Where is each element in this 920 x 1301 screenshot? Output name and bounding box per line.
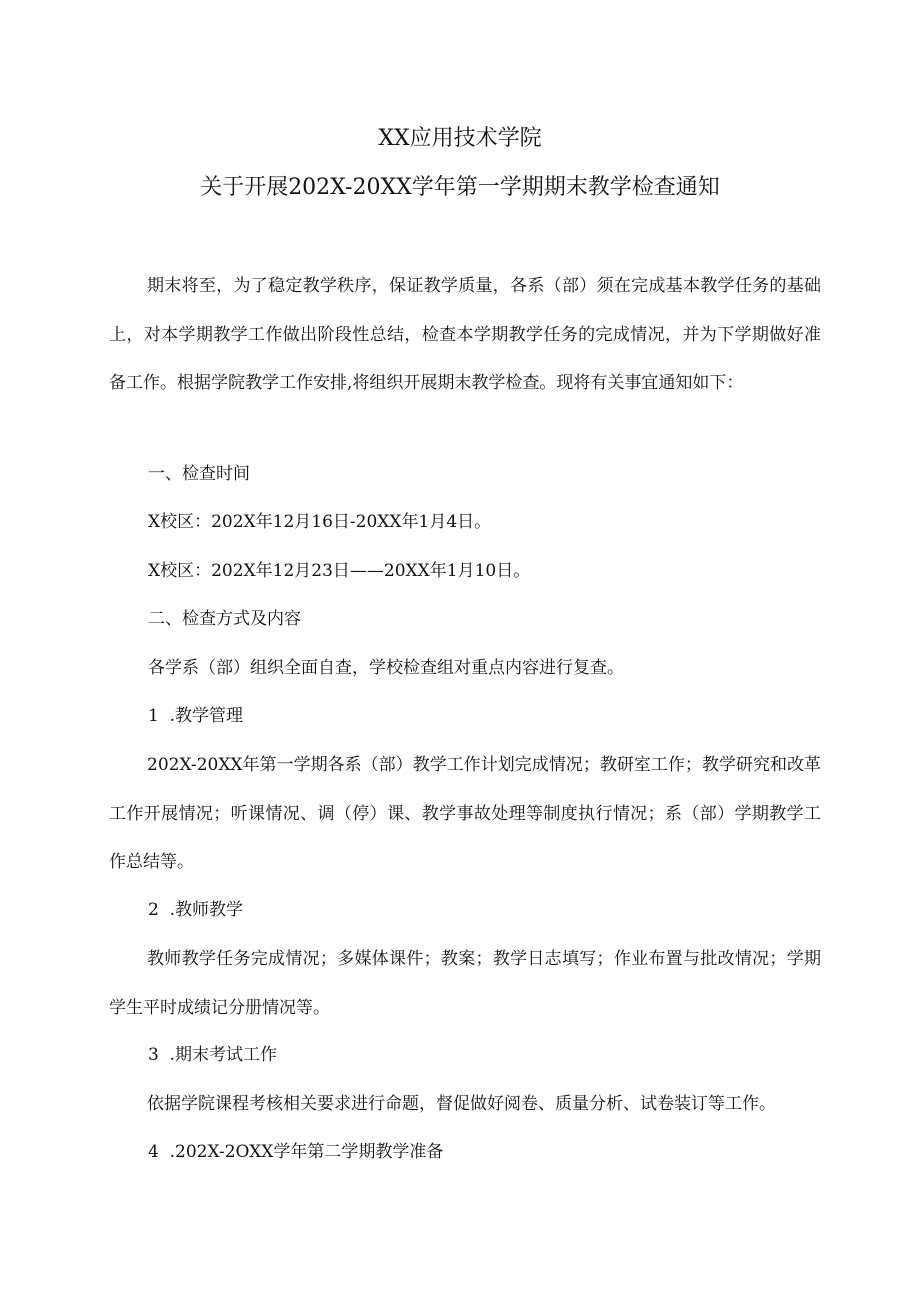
campus-schedule-2: X校区：202X年12月23日——20XX年1月10日。 (148, 561, 531, 581)
item-3-heading: 3 .期末考试工作 (148, 1045, 278, 1065)
item-2-heading: 2 .教师教学 (148, 900, 244, 920)
document-title-line-1: XX应用技术学院 (378, 126, 542, 151)
campus-schedule-1: X校区：202X年12月16日-20XX年1月4日。 (148, 512, 492, 532)
section-1-heading: 一、检查时间 (148, 464, 250, 484)
item-3-body: 依据学院课程考核相关要求进行命题，督促做好阅卷、质量分析、试卷装订等工作。 (147, 1094, 776, 1114)
item-1-body: 202X-20XX年第一学期各系（部）教学工作计划完成情况；教研室工作；教学研究和改革工作开展情况；听课情况、调（停）课、教学事故处理等制度执行情况；系（部）学期教学工作总结等。 (109, 755, 821, 872)
document-title-line-2: 关于开展202X-20XX学年第一学期期末教学检查通知 (200, 175, 720, 200)
item-2-body: 教师教学任务完成情况；多媒体课件；教案；教学日志填写；作业布置与批改情况；学期学生平时成绩记分册情况等。 (109, 949, 821, 1018)
method-line: 各学系（部）组织全面自查，学校检查组对重点内容进行复查。 (148, 658, 624, 678)
section-2-heading: 二、检查方式及内容 (148, 609, 301, 629)
item-4-heading: 4 .202X-2OXX学年第二学期教学准备 (148, 1142, 444, 1162)
intro-paragraph: 期末将至，为了稳定教学秩序，保证教学质量，各系（部）须在完成基本教学任务的基础上，对本学期教学工作做出阶段性总结，检查本学期教学任务的完成情况，并为下学期做好准备工作。根据学院教学工作安排,将组织开展期末教学检查。现将有关事宜通知如下： (109, 276, 821, 393)
item-1-heading: 1 .教学管理 (148, 706, 244, 726)
